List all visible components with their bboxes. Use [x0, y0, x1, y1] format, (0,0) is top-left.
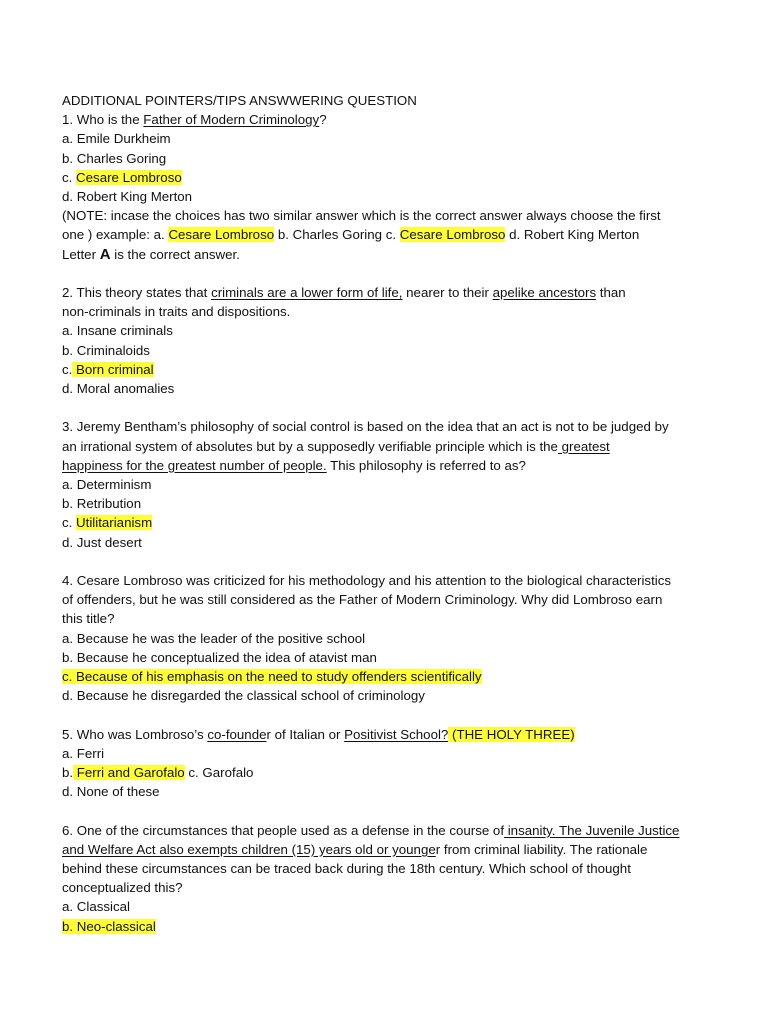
q5-correct-answer: Ferri and Garofalo	[73, 765, 185, 781]
q1-text-post: ?	[319, 112, 327, 128]
q1-letter: A	[99, 245, 111, 263]
q3-option-b: b. Retribution	[62, 496, 142, 512]
q1-correct-answer: Cesare Lombroso	[76, 169, 182, 185]
spacer	[62, 398, 742, 417]
q4-option-b: b. Because he conceptualized the idea of atavist man	[62, 649, 377, 665]
q1-letter-post: is the correct answer.	[110, 246, 240, 262]
q6-line-2	[62, 840, 742, 859]
q1-option-d: d. Robert King Merton	[62, 189, 193, 205]
q1-option-a: a. Emile Durkheim	[62, 131, 171, 147]
q1-letter-pre: Letter	[62, 246, 100, 262]
q3-option-a: a. Determinism	[62, 477, 152, 493]
q2-option-c	[62, 360, 742, 379]
q1-note-line-2	[62, 225, 742, 244]
q1-option-c-prefix: c.	[62, 169, 77, 185]
question-5	[62, 725, 742, 744]
q5-text-pre: 5. Who was Lombroso’s	[62, 726, 208, 742]
q5-option-d: d. None of these	[62, 784, 160, 800]
q1-note-answer-c: Cesare Lombroso	[399, 227, 506, 243]
q1-note-mid: b. Charles Goring c.	[274, 227, 400, 243]
q5-option-a: a. Ferri	[62, 745, 105, 761]
q2-text-mid: nearer to their	[402, 285, 493, 301]
q1-key-term: Father of Modern Criminology	[143, 112, 320, 128]
q6-correct-answer: b. Neo-classical	[62, 918, 156, 934]
q2-text-pre: 2. This theory states that	[62, 285, 212, 301]
q6-key-term-end: and Welfare Act also exempts children (15) years old or younge	[62, 841, 436, 857]
q2-line-2: non-criminals in traits and dispositions.	[62, 304, 291, 320]
q6-line-3: behind these circumstances can be traced back during the 18th century. Which school of thought	[62, 861, 631, 877]
q6-line-2-post: r from criminal liability. The rationale	[435, 841, 648, 857]
q5-key-term-2: Positivist School?	[344, 726, 449, 742]
document-title: ADDITIONAL POINTERS/TIPS ANSWWERING QUESTION	[62, 93, 417, 108]
q3-option-c-prefix: c.	[62, 515, 77, 531]
q4-option-d: d. Because he disregarded the classical school of criminology	[62, 688, 425, 704]
q1-letter-line	[62, 245, 742, 264]
q1-option-c	[62, 168, 742, 187]
q5-option-b-prefix: b.	[62, 765, 74, 781]
question-6	[62, 821, 742, 840]
q3-line-3	[62, 456, 742, 475]
q2-key-term-2: apelike ancestors	[492, 285, 597, 301]
q4-option-c	[62, 667, 742, 686]
q1-option-b: b. Charles Goring	[62, 150, 167, 166]
q4-correct-answer: c. Because of his emphasis on the need to study offenders scientifically	[62, 669, 482, 685]
q3-line-2	[62, 437, 742, 456]
q1-note-answer-a: Cesare Lombroso	[168, 227, 275, 243]
q1-note-pre: one ) example: a.	[62, 227, 169, 243]
q2-key-term-1: criminals are a lower form of life,	[211, 285, 403, 301]
q6-line-1-pre: 6. One of the circumstances that people used as a defense in the course of	[62, 822, 505, 838]
spacer	[62, 705, 742, 724]
spacer	[62, 552, 742, 571]
q5-option-b	[62, 763, 742, 782]
question-4: 4. Cesare Lombroso was criticized for his methodology and his attention to the biological characteristics	[62, 573, 672, 589]
q3-line-3-post: This philosophy is referred to as?	[326, 457, 526, 473]
q2-option-a: a. Insane criminals	[62, 323, 173, 339]
question-2	[62, 283, 742, 302]
q4-line-2: of offenders, but he was still considered as the Father of Modern Criminology. Why did Lombroso earn	[62, 592, 663, 608]
q2-option-d: d. Moral anomalies	[62, 381, 175, 397]
q5-tag: (THE HOLY THREE)	[448, 726, 575, 742]
spacer	[62, 801, 742, 820]
q1-note-post: d. Robert King Merton	[505, 227, 640, 243]
spacer	[62, 264, 742, 283]
q2-option-b: b. Criminaloids	[62, 342, 150, 358]
q2-text-post: than	[596, 285, 626, 301]
q3-option-d: d. Just desert	[62, 534, 142, 550]
q5-key-term-1: co-founde	[207, 726, 267, 742]
q1-note-line-1: (NOTE: incase the choices has two similar answer which is the correct answer always choose the first	[62, 208, 661, 224]
q6-line-4: conceptualized this?	[62, 880, 183, 896]
q1-text-pre: 1. Who is the	[62, 112, 144, 128]
q3-line-2-pre: an irrational system of absolutes but by a supposedly verifiable principle which is the	[62, 438, 558, 454]
q2-correct-answer: Born criminal	[72, 361, 154, 377]
document-page	[62, 91, 742, 936]
q3-option-c	[62, 513, 742, 532]
q6-option-a: a. Classical	[62, 899, 130, 915]
q5-option-c-inline: c. Garofalo	[184, 765, 254, 781]
q5-text-mid: r of Italian or	[266, 726, 345, 742]
q4-line-3: this title?	[62, 611, 115, 627]
q3-correct-answer: Utilitarianism	[76, 515, 153, 531]
q2-option-c-prefix: c.	[62, 361, 73, 377]
q3-key-term-start: greatest	[557, 438, 610, 454]
q3-key-term-end: happiness for the greatest number of people.	[62, 457, 327, 473]
question-1	[62, 110, 742, 129]
q4-option-a: a. Because he was the leader of the positive school	[62, 630, 366, 646]
question-3: 3. Jeremy Bentham’s philosophy of social control is based on the idea that an act is not to be judged by	[62, 419, 669, 435]
q6-option-b	[62, 917, 742, 936]
q6-key-term-start: insanity. The Juvenile Justice	[504, 822, 680, 838]
